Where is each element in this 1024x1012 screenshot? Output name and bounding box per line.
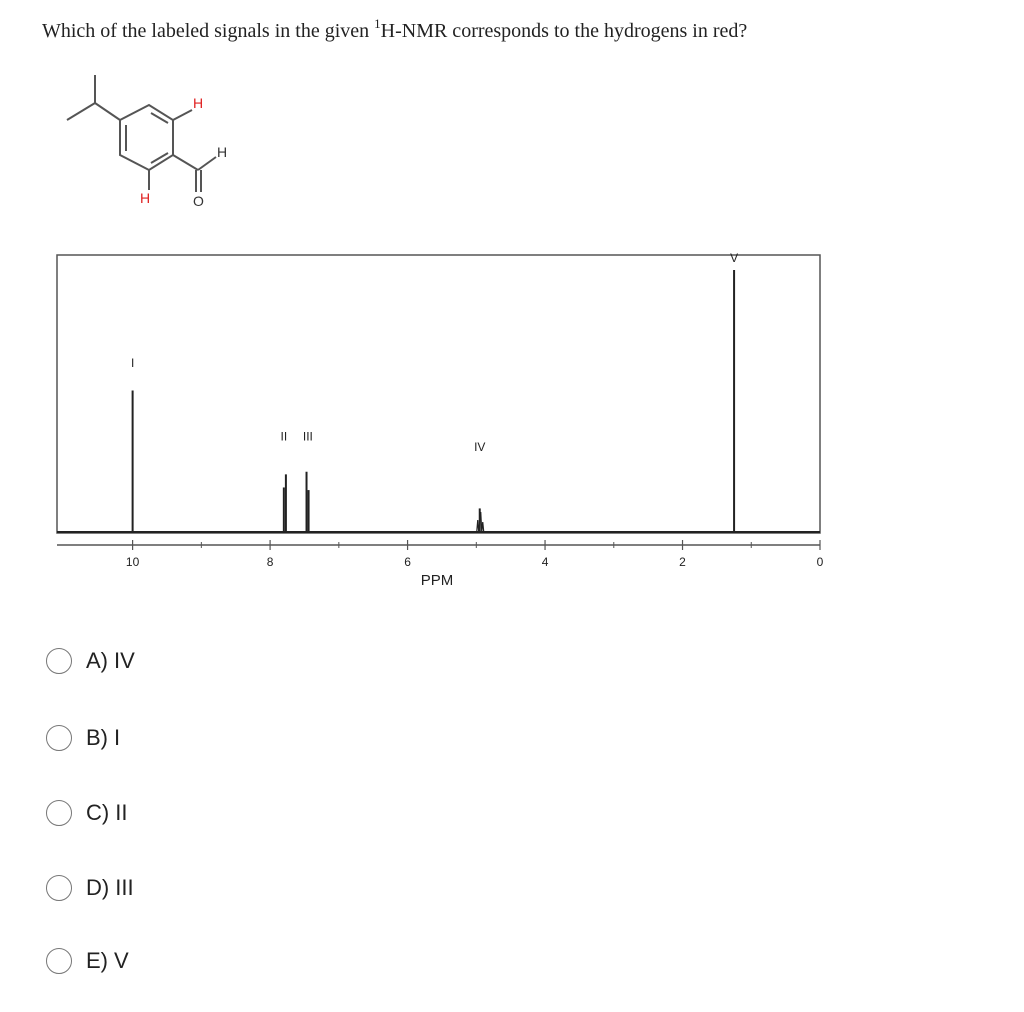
x-tick-label-10: 10 xyxy=(125,555,140,569)
x-tick-label-2: 2 xyxy=(679,555,686,569)
peaks-layer xyxy=(57,251,820,532)
signal-label-iii: III xyxy=(302,429,313,444)
red-hydrogen-bottom-label: H xyxy=(140,190,151,206)
aldehyde-hydrogen-label: H xyxy=(217,144,228,160)
option-b-value: I xyxy=(114,725,121,750)
x-tick-label-6: 6 xyxy=(404,555,411,569)
option-a-value: IV xyxy=(114,648,135,673)
option-a-radio[interactable] xyxy=(46,648,72,674)
molecule-structure xyxy=(55,65,255,215)
option-b-radio[interactable] xyxy=(46,725,72,751)
question-prefix: Which of the labeled signals in the given xyxy=(42,20,375,42)
molecule-bonds xyxy=(67,75,216,192)
question-superscript: 1 xyxy=(374,16,381,31)
option-e[interactable] xyxy=(46,948,129,974)
x-tick-label-0: 0 xyxy=(816,555,824,569)
x-tick-label-4: 4 xyxy=(541,555,549,569)
signal-label-iv: IV xyxy=(474,439,486,454)
option-e-letter: E) xyxy=(86,948,108,973)
option-a-letter: A) xyxy=(86,648,108,673)
x-axis xyxy=(57,540,824,569)
option-c[interactable] xyxy=(46,800,127,826)
plot-frame xyxy=(57,255,820,533)
red-hydrogen-top-label: H xyxy=(193,95,204,111)
option-d-radio[interactable] xyxy=(46,875,72,901)
question-suffix: H-NMR corresponds to the hydrogens in red? xyxy=(380,20,748,42)
option-c-value: II xyxy=(115,800,128,825)
signal-label-i: I xyxy=(130,355,135,370)
option-d-value: III xyxy=(115,875,134,900)
option-c-letter: C) xyxy=(86,800,110,825)
signal-label-v: V xyxy=(730,251,739,266)
option-a[interactable] xyxy=(46,648,135,674)
option-d[interactable] xyxy=(46,875,134,901)
option-e-value: V xyxy=(114,948,129,973)
oxygen-label: O xyxy=(193,193,204,209)
x-tick-label-8: 8 xyxy=(266,555,274,569)
question-text xyxy=(42,16,748,43)
option-c-radio[interactable] xyxy=(46,800,72,826)
x-axis-label: PPM xyxy=(420,572,454,589)
option-b[interactable] xyxy=(46,725,120,751)
nmr-spectrum-chart xyxy=(50,248,830,593)
signal-label-ii: II xyxy=(280,429,288,444)
option-e-radio[interactable] xyxy=(46,948,72,974)
option-b-letter: B) xyxy=(86,725,108,750)
option-d-letter: D) xyxy=(86,875,110,900)
